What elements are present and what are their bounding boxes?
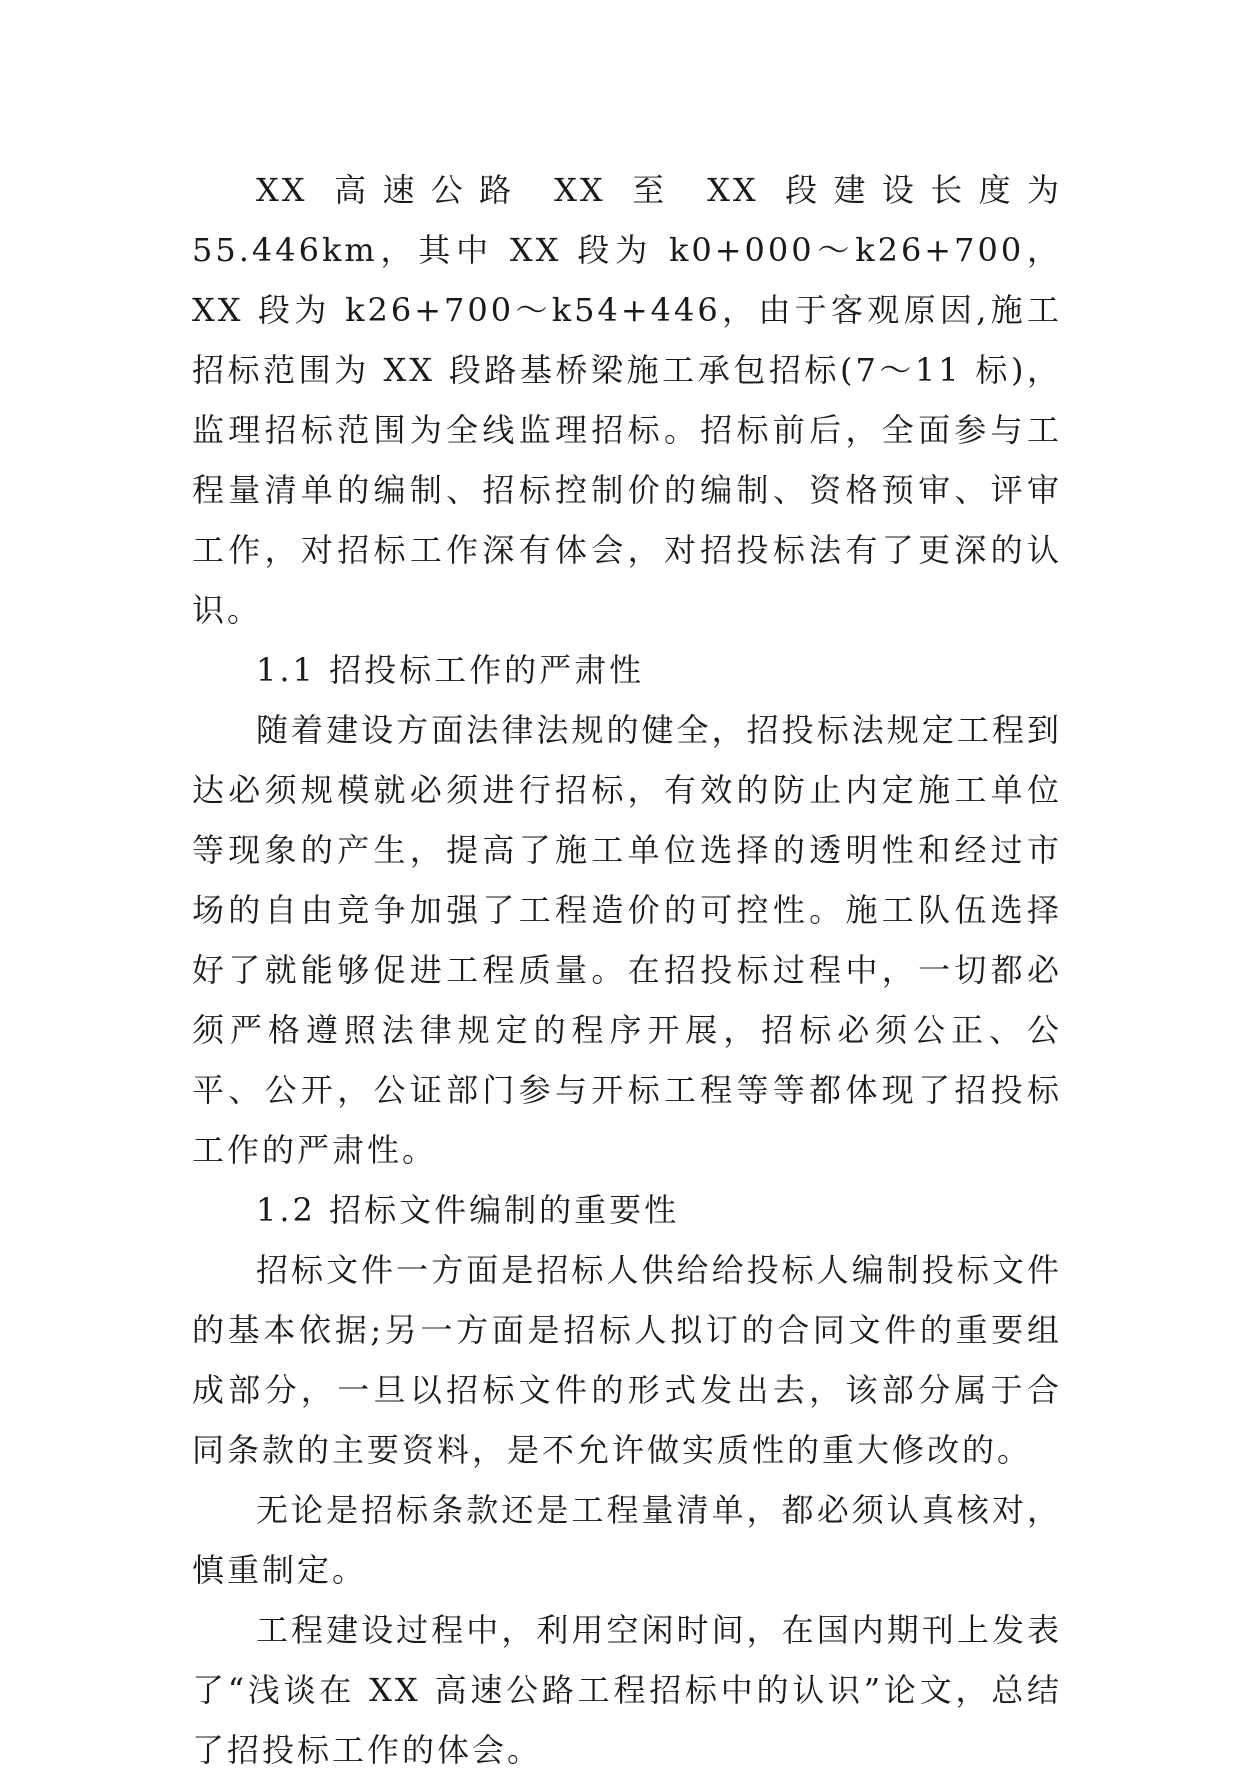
- paragraph-seriousness: 随着建设方面法律法规的健全，招投标法规定工程到达必须规模就必须进行招标，有效的防止内定施工单位等现象的产生，提高了施工单位选择的透明性和经过市场的自由竞争加强了工程造价的可控性。施工队伍选择好了就能够促进工程质量。在招投标过程中，一切都必须严格遵照法律规定的程序开展，招标必须公正、公平、公开，公证部门参与开标工程等等都体现了招投标工作的严肃性。: [192, 711, 1062, 1169]
- section-heading-1-1: 1.1 招投标工作的严肃性: [256, 651, 645, 689]
- paragraph-careful-review: 无论是招标条款还是工程量清单，都必须认真核对，慎重制定。: [192, 1491, 1062, 1589]
- paragraph-project-overview: XX 高速公路 XX 至 XX 段建设长度为 55.446km，其中 XX 段为 k0+000～k26+700，XX 段为 k26+700～k54+446，由于客观原因,施工招标范围为 XX 段路基桥梁施工承包招标(7～11 标)，监理招标范围为全线监理招标。招标前后，全面参与工程量清单的编制、招标控制价的编制、资格预审、评审工作，对招标工作深有体会，对招投标法有了更深的认识。: [192, 171, 1062, 629]
- paragraph-tender-documents: 招标文件一方面是招标人供给给投标人编制投标文件的基本依据;另一方面是招标人拟订的合同文件的重要组成部分，一旦以招标文件的形式发出去，该部分属于合同条款的主要资料，是不允许做实质性的重大修改的。: [192, 1251, 1062, 1469]
- section-heading-1-2: 1.2 招标文件编制的重要性: [256, 1191, 680, 1229]
- paragraph-publication: 工程建设过程中，利用空闲时间，在国内期刊上发表了“浅谈在 XX 高速公路工程招标中的认识”论文，总结了招投标工作的体会。: [192, 1611, 1062, 1769]
- document-body: [192, 160, 1062, 1780]
